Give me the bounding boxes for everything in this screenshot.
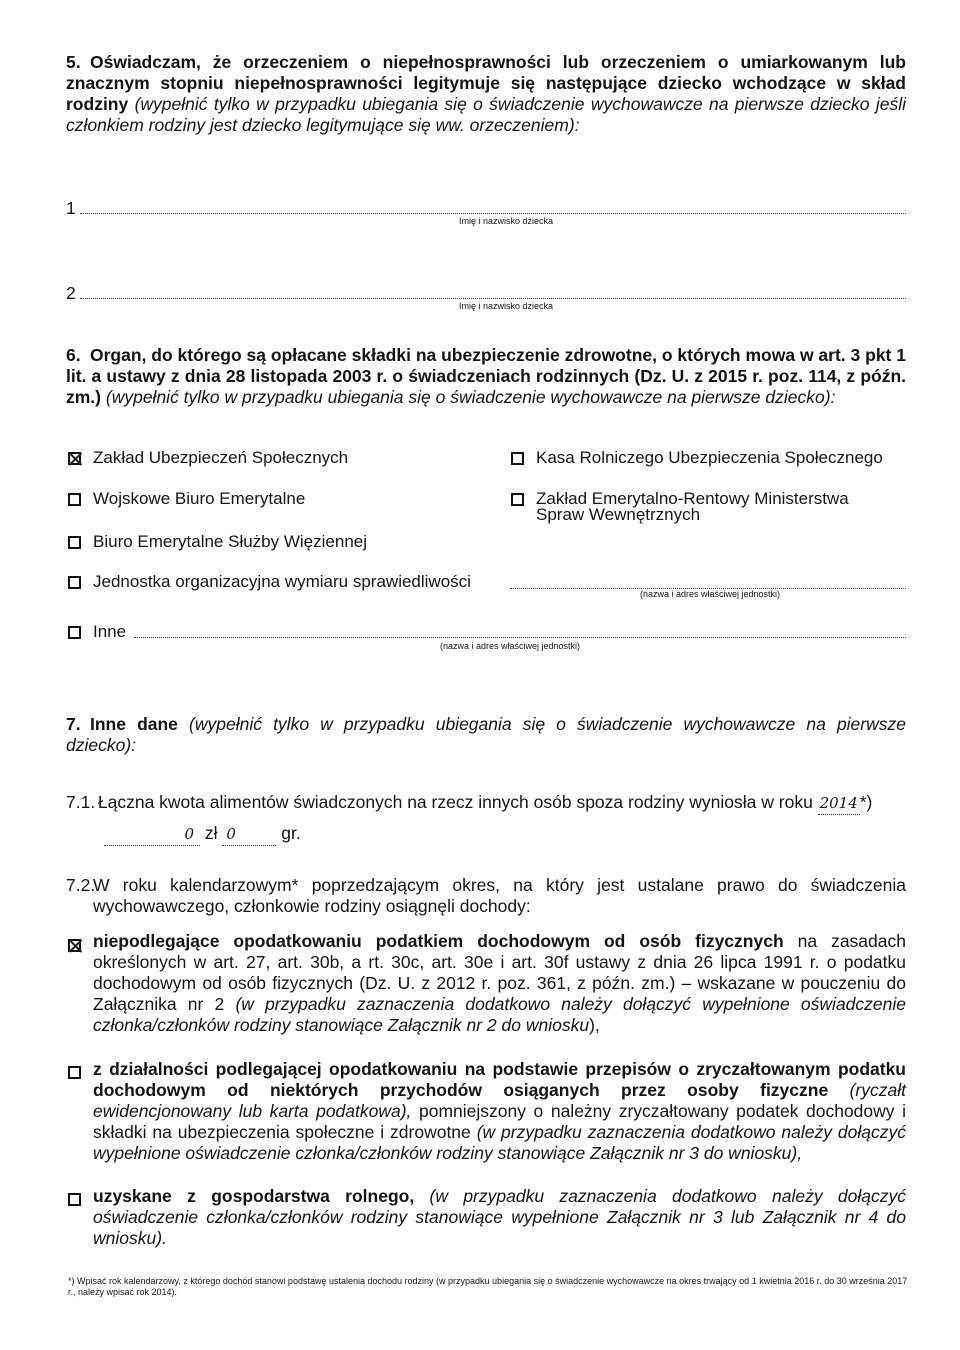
checkbox-income-flat-tax[interactable]: [68, 1066, 81, 1079]
option-zer-line1: Zakład Emerytalno-Rentowy Ministerstwa: [536, 489, 849, 508]
section-5-lead: Oświadczam, że orzeczeniem o niepełnosprawności lub orzeczeniem o umiarkowanym lub znacznym stopniu niepełnosprawności legitymuje się następujące dziecko wchodzące w skład rodziny: [66, 52, 906, 114]
income-flat-tax-note-1: (ryczałt ewidencjonowany lub karta podatkowa),: [93, 1080, 906, 1121]
checkbox-jednostka[interactable]: [68, 576, 81, 589]
footnote: *) Wpisać rok kalendarzowy, z którego dochód stanowi podstawę ustalenia dochodu rodziny (w przypadku ubiegania się o świadczenie wychowawcze na okres trwający od 1 kwietnia 2016 r. do 30 września 2017 r., należy wpisać rok 2014).: [68, 1276, 908, 1297]
inne-caption: (nazwa i adres właściwej jednostki): [439, 641, 581, 651]
child-name-caption-1: Imię i nazwisko dziecka: [458, 216, 554, 226]
child-name-caption-2: Imię i nazwisko dziecka: [458, 301, 554, 311]
income-flat-tax-note-2: (w przypadku zaznaczenia dodatkowo należy dołączyć wypełnione oświadczenie członka/członków rodziny stanowiące Załącznik nr 3 do wniosku),: [93, 1122, 906, 1163]
section-6-number: 6.: [66, 345, 81, 365]
child-row-2: [66, 283, 906, 311]
item-7-2: [66, 875, 906, 917]
section-6: [66, 345, 906, 408]
option-inne: Inne: [93, 622, 127, 641]
year-footnote-mark: *): [859, 792, 873, 812]
child-row-1-number: 1: [66, 198, 76, 218]
option-jednostka: Jednostka organizacyjna wymiaru sprawiedliwości: [93, 572, 471, 591]
option-krus: Kasa Rolniczego Ubezpieczenia Społecznego: [536, 448, 883, 467]
item-7-1: [66, 792, 916, 815]
section-7: [66, 714, 906, 756]
checkbox-income-untaxed[interactable]: [68, 939, 81, 952]
section-5: [66, 52, 906, 136]
section-5-note: (wypełnić tylko w przypadku ubiegania się o świadczenie wychowawcze na pierwsze dziecko jeśli członkiem rodziny jest dziecko legitymujące się ww. orzeczeniem):: [66, 94, 906, 135]
income-farm: [93, 1186, 906, 1249]
income-farm-bold: uzyskane z gospodarstwa rolnego,: [93, 1186, 415, 1206]
checkbox-zus[interactable]: [68, 452, 81, 465]
alimony-amount: [104, 823, 301, 846]
income-untaxed-bold: niepodlegające opodatkowaniu podatkiem dochodowym od osób fizycznych: [93, 931, 784, 951]
alimony-zl-field[interactable]: [104, 823, 200, 846]
checkbox-krus[interactable]: [511, 452, 524, 465]
income-untaxed-text: na zasadach określonych w art. 27, art. 30b, a rt. 30c, art. 30e i art. 30f ustawy z dnia 26 lipca 1991 r. o podatku dochodowym od osób fizycznych (Dz. U. z 2012 r. poz. 361, z późn. zm.) – wskazane w pouczeniu do Załącznika nr 2: [93, 931, 906, 1014]
alimony-year-value: 2014: [819, 794, 858, 812]
child-row-1: [66, 198, 906, 226]
alimony-gr-label: gr.: [281, 823, 301, 843]
section-5-number: 5.: [66, 52, 81, 72]
option-zus: Zakład Ubezpieczeń Społecznych: [93, 448, 349, 467]
income-untaxed: [93, 931, 906, 1036]
alimony-zl-value: 0: [184, 825, 194, 843]
alimony-gr-field[interactable]: [222, 823, 276, 846]
option-zer-line2: Spraw Wewnętrznych: [536, 505, 701, 524]
alimony-year-field[interactable]: [818, 792, 860, 815]
income-flat-tax-bold: z działalności podlegającej opodatkowaniu na podstawie przepisów o zryczałtowanym podatku dochodowym od niektórych przychodów osiąganych przez osoby fizyczne: [93, 1059, 906, 1100]
item-7-1-text: Łączna kwota alimentów świadczonych na rzecz innych osób spoza rodziny wyniosła w roku: [97, 792, 813, 812]
income-flat-tax-text: pomniejszony o należny zryczałtowany podatek dochodowy i składki na ubezpieczenia społeczne i zdrowotne: [93, 1101, 906, 1142]
item-7-2-text-a: W roku kalendarzowym* poprzedzającym okres, na który jest ustalane prawo do świadczenia: [93, 875, 906, 895]
child-name-field-2[interactable]: [80, 298, 906, 299]
inne-field[interactable]: [134, 637, 906, 638]
child-row-2-number: 2: [66, 283, 76, 303]
checkbox-besw[interactable]: [68, 536, 81, 549]
section-7-lead: Inne dane: [90, 714, 178, 734]
jednostka-caption: (nazwa i adres właściwej jednostki): [639, 589, 781, 599]
section-7-note: (wypełnić tylko w przypadku ubiegania się o świadczenie wychowawcze na pierwsze dziecko):: [66, 714, 906, 755]
checkbox-income-farm[interactable]: [68, 1193, 81, 1206]
alimony-zl-label: zł: [204, 823, 218, 843]
checkbox-zer[interactable]: [511, 493, 524, 506]
item-7-2-number: 7.2.: [66, 875, 96, 895]
checkbox-wbe[interactable]: [68, 493, 81, 506]
item-7-1-number: 7.1.: [66, 792, 96, 812]
option-besw: Biuro Emerytalne Służby Więziennej: [93, 532, 368, 551]
item-7-2-text-b: wychowawczego, członkowie rodziny osiągnęli dochody:: [93, 896, 531, 916]
child-name-field-1[interactable]: [80, 213, 906, 214]
income-untaxed-note: (w przypadku zaznaczenia dodatkowo należy dołączyć wypełnione oświadczenie członka/członków rodziny stanowiące Załącznik nr 2 do wniosku: [93, 994, 906, 1035]
section-6-note: (wypełnić tylko w przypadku ubiegania się o świadczenie wychowawcze na pierwsze dziecko):: [105, 387, 836, 407]
alimony-gr-value: 0: [226, 825, 236, 843]
section-7-number: 7.: [66, 714, 81, 734]
income-flat-tax: [93, 1059, 906, 1164]
income-untaxed-end: ),: [589, 1015, 600, 1035]
checkbox-inne[interactable]: [68, 626, 81, 639]
income-farm-note: (w przypadku zaznaczenia dodatkowo należy dołączyć oświadczenie członka/członków rodziny stanowiące wypełnione Załącznik nr 3 lub Załącznik nr 4 do wniosku).: [93, 1186, 906, 1248]
section-6-lead: Organ, do którego są opłacane składki na ubezpieczenie zdrowotne, o których mowa w art. 3 pkt 1 lit. a ustawy z dnia 28 listopada 2003 r. o świadczeniach rodzinnych (Dz. U. z 2015 r. poz. 114, z późn. zm.): [66, 345, 906, 407]
option-wbe: Wojskowe Biuro Emerytalne: [93, 489, 306, 508]
